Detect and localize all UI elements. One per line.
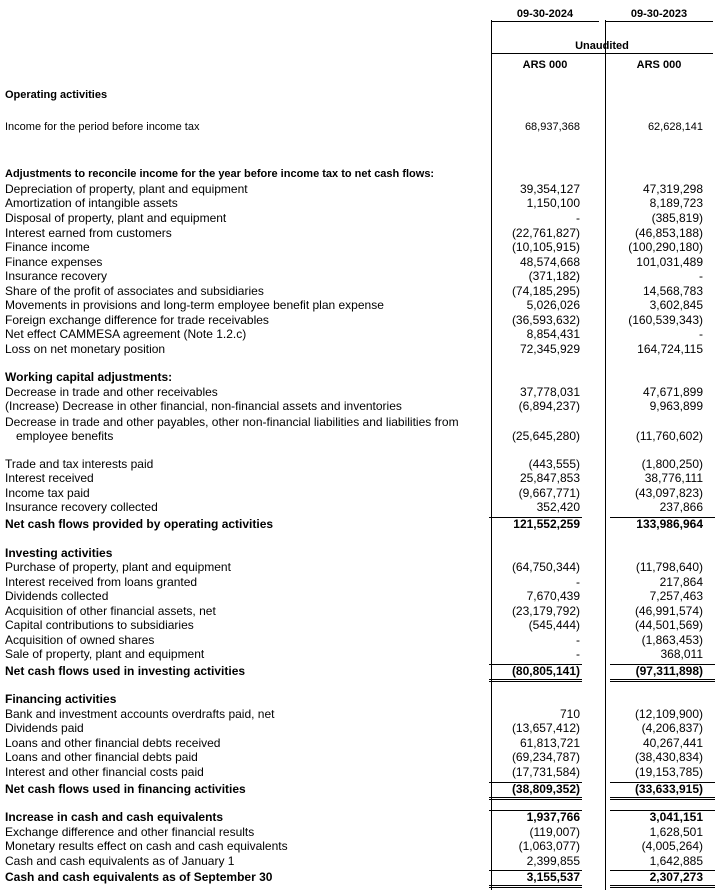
- value-2024: -: [576, 647, 580, 661]
- value-2023: -: [699, 269, 703, 283]
- value-2023: 1,642,885: [649, 854, 703, 868]
- statement-row: [0, 589, 720, 604]
- statement-row: [0, 385, 720, 400]
- statement-row: [0, 575, 720, 590]
- total-double-rule: [610, 797, 715, 800]
- value-2023: 8,189,723: [649, 196, 703, 210]
- value-2024: 710: [559, 707, 580, 721]
- row-label: employee benefits: [16, 429, 114, 443]
- value-2024: (69,234,787): [511, 750, 580, 764]
- value-2024: 1,150,100: [526, 196, 580, 210]
- value-2024: (17,731,584): [511, 765, 580, 779]
- row-label: Net cash flows used in financing activities: [5, 782, 246, 796]
- value-2024: (36,593,632): [511, 313, 580, 327]
- value-2023: 2,307,273: [649, 870, 703, 884]
- value-2024: 352,420: [536, 500, 580, 514]
- statement-row: [0, 486, 720, 501]
- value-2024: 72,345,929: [519, 342, 580, 356]
- value-2024: 25,847,853: [519, 471, 580, 485]
- row-label: Net cash flows used in investing activities: [5, 664, 246, 678]
- value-2024: (443,555): [528, 457, 580, 471]
- row-label: Amortization of intangible assets: [5, 196, 178, 210]
- statement-row: [0, 633, 720, 648]
- statement-row: [0, 182, 720, 197]
- value-2024: (1,063,077): [518, 839, 580, 853]
- row-label: Net effect CAMMESA agreement (Note 1.2.c): [5, 327, 247, 341]
- value-2024: (64,750,344): [511, 560, 580, 574]
- row-label: Loans and other financial debts paid: [5, 750, 198, 764]
- value-2023: (46,991,574): [634, 604, 703, 618]
- statement-row: [0, 313, 720, 328]
- value-2024: 68,937,368: [524, 121, 580, 133]
- value-2024: (22,761,827): [511, 226, 580, 240]
- value-2023: 47,671,899: [642, 385, 703, 399]
- statement-row: [0, 342, 720, 357]
- row-label: Dividends paid: [5, 721, 84, 735]
- value-2023: -: [699, 327, 703, 341]
- row-label: Dividends collected: [5, 589, 109, 603]
- statement-row: [0, 399, 720, 414]
- row-label: Trade and tax interests paid: [5, 457, 154, 471]
- value-2023: 217,864: [659, 575, 703, 589]
- subtotal-rule: [610, 782, 715, 783]
- total-double-rule: [610, 679, 715, 682]
- statement-row: [0, 120, 720, 135]
- row-label: Increase in cash and cash equivalents: [5, 810, 224, 824]
- statement-row: [0, 167, 720, 182]
- row-label: Interest and other financial costs paid: [5, 765, 204, 779]
- row-label: Purchase of property, plant and equipment: [5, 560, 231, 574]
- statement-row: [0, 750, 720, 765]
- value-2024: 8,854,431: [526, 327, 580, 341]
- value-2023: (160,539,343): [628, 313, 703, 327]
- value-2024: (38,809,352): [511, 782, 580, 796]
- row-label: Loans and other financial debts received: [5, 736, 221, 750]
- value-2024: (13,657,412): [511, 721, 580, 735]
- total-double-rule: [610, 885, 715, 888]
- row-label: Loss on net monetary position: [5, 342, 166, 356]
- statement-row: [0, 88, 720, 103]
- value-2024: (119,007): [529, 825, 580, 839]
- statement-row: [0, 647, 720, 662]
- total-double-rule: [489, 797, 582, 800]
- value-2024: (9,667,771): [518, 486, 580, 500]
- statement-row: [0, 240, 720, 255]
- row-label: Movements in provisions and long-term employee benefit plan expense: [5, 298, 384, 312]
- value-2024: (80,805,141): [511, 664, 580, 678]
- row-label: (Increase) Decrease in other financial, non-financial assets and inventories: [5, 399, 402, 413]
- row-label: Exchange difference and other financial results: [5, 825, 255, 839]
- row-label: Cash and cash equivalents as of September 30: [5, 870, 273, 884]
- value-2024: (25,645,280): [511, 429, 580, 443]
- statement-row: [0, 839, 720, 854]
- row-label: Share of the profit of associates and subsidiaries: [5, 284, 264, 298]
- value-2024: (371,182): [528, 269, 580, 283]
- row-label: Operating activities: [5, 89, 108, 101]
- statement-row: [0, 870, 720, 885]
- row-label: Decrease in trade and other receivables: [5, 385, 218, 399]
- subtotal-rule: [489, 782, 582, 783]
- value-2024: 1,937,766: [526, 810, 580, 824]
- value-2024: 39,354,127: [519, 182, 580, 196]
- value-2024: 48,574,668: [519, 255, 580, 269]
- statement-row: [0, 604, 720, 619]
- value-2023: 9,963,899: [649, 399, 703, 413]
- value-2024: (10,105,915): [511, 240, 580, 254]
- statement-row: [0, 226, 720, 241]
- statement-row: [0, 517, 720, 532]
- value-2023: 7,257,463: [649, 589, 703, 603]
- statement-row: [0, 782, 720, 797]
- value-2023: 47,319,298: [642, 182, 703, 196]
- value-2024: -: [576, 575, 580, 589]
- statement-row: [0, 736, 720, 751]
- statement-row: [0, 500, 720, 515]
- value-2023: (19,153,785): [634, 765, 703, 779]
- value-2023: (46,853,188): [634, 226, 703, 240]
- value-2023: (12,109,900): [634, 707, 703, 721]
- statement-row: [0, 810, 720, 825]
- row-label: Insurance recovery collected: [5, 500, 158, 514]
- value-2024: 5,026,026: [526, 298, 580, 312]
- value-2023: 3,602,845: [649, 298, 703, 312]
- statement-row: [0, 721, 720, 736]
- subtotal-rule: [489, 664, 582, 665]
- statement-row: [0, 370, 720, 385]
- statement-row: [0, 664, 720, 679]
- value-2023: 40,267,441: [642, 736, 703, 750]
- statement-row: [0, 415, 720, 430]
- statement-row: [0, 255, 720, 270]
- value-2023: (100,290,180): [628, 240, 703, 254]
- statement-row: [0, 457, 720, 472]
- currency-label-2023: ARS 000: [636, 59, 682, 71]
- value-2024: (545,444): [528, 618, 580, 632]
- value-2024: 37,778,031: [519, 385, 580, 399]
- row-label: Adjustments to reconcile income for the year before income tax to net cash flows:: [5, 168, 435, 180]
- value-2023: 101,031,489: [636, 255, 703, 269]
- row-label: Insurance recovery: [5, 269, 108, 283]
- value-2024: -: [576, 211, 580, 225]
- value-2023: (97,311,898): [635, 664, 703, 678]
- value-2023: 1,628,501: [649, 825, 703, 839]
- value-2024: (6,894,237): [518, 399, 580, 413]
- row-label: Net cash flows provided by operating activities: [5, 517, 274, 531]
- row-label: Income for the period before income tax: [5, 121, 200, 133]
- date-header-2024: 09-30-2024: [491, 8, 599, 22]
- subtotal-rule: [489, 810, 582, 811]
- row-label: Cash and cash equivalents as of January 1: [5, 854, 235, 868]
- row-label: Finance income: [5, 240, 90, 254]
- statement-row: [0, 269, 720, 284]
- total-double-rule: [489, 679, 582, 682]
- subtotal-rule: [489, 870, 582, 871]
- row-label: Financing activities: [5, 692, 117, 706]
- value-2023: 237,866: [659, 500, 703, 514]
- row-label: Interest earned from customers: [5, 226, 172, 240]
- row-label: Bank and investment accounts overdrafts paid, net: [5, 707, 275, 721]
- value-2023: (385,819): [651, 211, 703, 225]
- statement-row: [0, 327, 720, 342]
- row-label: Acquisition of other financial assets, net: [5, 604, 216, 618]
- value-2023: (11,798,640): [635, 560, 703, 574]
- value-2024: 61,813,721: [519, 736, 580, 750]
- value-2023: (4,005,264): [641, 839, 703, 853]
- statement-row: [0, 284, 720, 299]
- row-label: Interest received: [5, 471, 94, 485]
- statement-row: [0, 560, 720, 575]
- row-label: Disposal of property, plant and equipment: [5, 211, 227, 225]
- date-header-2023: 09-30-2023: [605, 8, 713, 22]
- value-2023: 62,628,141: [647, 121, 703, 133]
- unaudited-label: Unaudited: [491, 40, 713, 54]
- value-2023: (43,097,823): [634, 486, 703, 500]
- value-2023: (1,800,250): [641, 457, 703, 471]
- value-2023: 3,041,151: [649, 810, 703, 824]
- value-2023: 164,724,115: [637, 342, 703, 356]
- value-2024: 2,399,855: [526, 854, 580, 868]
- subtotal-rule: [489, 517, 582, 518]
- value-2024: (74,185,295): [511, 284, 580, 298]
- row-label: Income tax paid: [5, 486, 90, 500]
- row-label: Capital contributions to subsidiaries: [5, 618, 194, 632]
- statement-row: [0, 692, 720, 707]
- value-2023: (1,863,453): [641, 633, 703, 647]
- value-2023: 38,776,111: [644, 471, 703, 485]
- row-label: Foreign exchange difference for trade receivables: [5, 313, 269, 327]
- subtotal-rule: [610, 517, 715, 518]
- value-2024: (23,179,792): [511, 604, 580, 618]
- value-2023: 133,986,964: [636, 517, 703, 531]
- row-label: Investing activities: [5, 546, 113, 560]
- subtotal-rule: [610, 870, 715, 871]
- currency-label-2024: ARS 000: [522, 59, 568, 71]
- value-2023: (4,206,837): [641, 721, 703, 735]
- statement-row: [0, 618, 720, 633]
- row-label: Depreciation of property, plant and equipment: [5, 182, 248, 196]
- value-2024: -: [576, 633, 580, 647]
- value-2024: 121,552,259: [513, 517, 580, 531]
- statement-row: [0, 546, 720, 561]
- value-2023: (33,633,915): [634, 782, 703, 796]
- value-2023: (38,430,834): [634, 750, 703, 764]
- statement-row: [0, 196, 720, 211]
- value-2023: (11,760,602): [635, 429, 703, 443]
- value-2023: 14,568,783: [642, 284, 703, 298]
- row-label: Decrease in trade and other payables, other non-financial liabilities and liabilities from: [5, 415, 459, 429]
- row-label: Monetary results effect on cash and cash equivalents: [5, 839, 288, 853]
- statement-row: [0, 854, 720, 869]
- statement-row: [0, 707, 720, 722]
- subtotal-rule: [610, 810, 715, 811]
- total-double-rule: [489, 885, 582, 888]
- value-2023: (44,501,569): [634, 618, 703, 632]
- row-label: Sale of property, plant and equipment: [5, 647, 205, 661]
- statement-row: [0, 825, 720, 840]
- row-label: Interest received from loans granted: [5, 575, 198, 589]
- value-2024: 3,155,537: [526, 870, 580, 884]
- statement-row: [0, 298, 720, 313]
- row-label: Working capital adjustments:: [5, 370, 173, 384]
- subtotal-rule: [610, 664, 715, 665]
- row-label: Finance expenses: [5, 255, 103, 269]
- value-2023: 368,011: [660, 647, 703, 661]
- statement-row: [0, 765, 720, 780]
- statement-row: [0, 471, 720, 486]
- statement-row: [0, 211, 720, 226]
- row-label: Acquisition of owned shares: [5, 633, 155, 647]
- statement-row: [0, 429, 720, 444]
- value-2024: 7,670,439: [526, 589, 580, 603]
